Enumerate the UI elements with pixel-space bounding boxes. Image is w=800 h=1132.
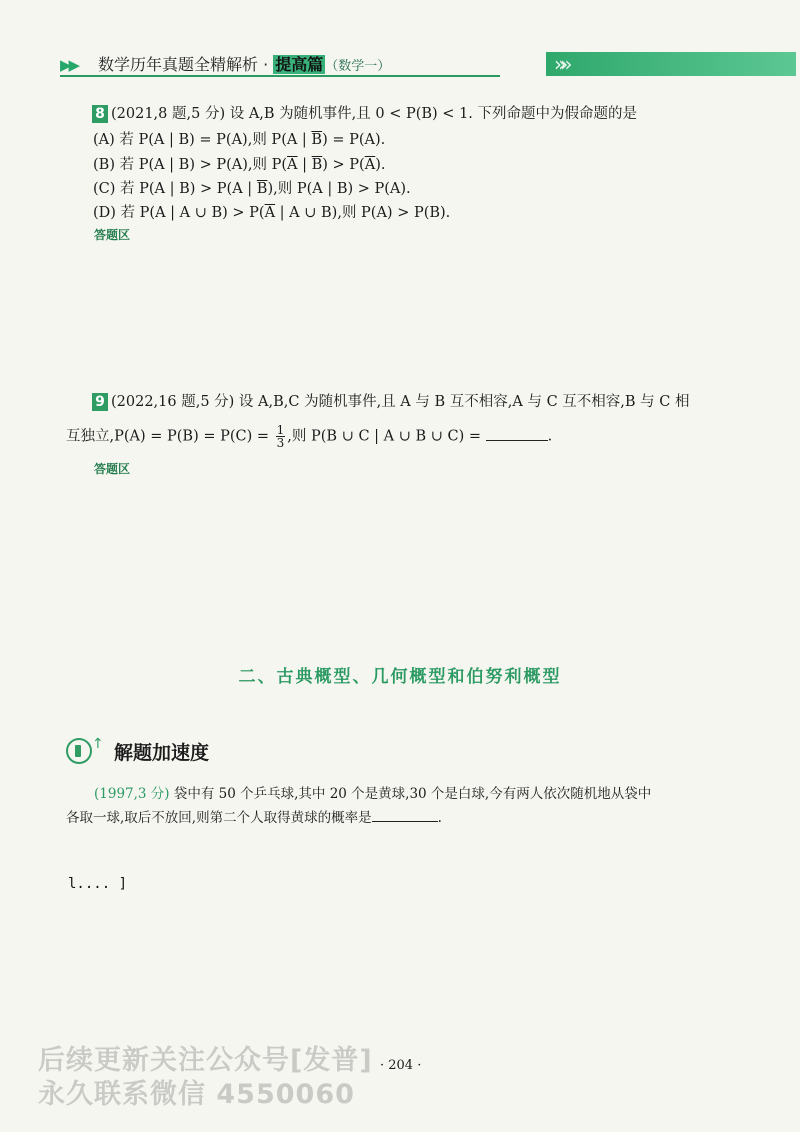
q8-answer-zone[interactable]: 答题区 — [94, 228, 131, 242]
q9-stem: 9 (2022,16 题,5 分) 设 A,B,C 为随机事件,且 A 与 B 互不相容,A 与 C 互不相容,B 与 C 相 — [92, 390, 689, 411]
chevron-icon: »» — [554, 52, 567, 76]
header-title — [98, 52, 390, 75]
header-rule — [60, 75, 500, 77]
book-title: 数学历年真题全精解析 · — [98, 55, 274, 74]
q10-line2: 各取一球,取后不放回,则第二个人取得黄球的概率是 . — [66, 810, 442, 826]
header-bar — [546, 52, 796, 76]
q9-answer-blank[interactable] — [486, 430, 548, 441]
speed-title: 解题加速度 — [114, 742, 210, 764]
q8-option-c: (C) 若 P(A | B) > P(A | $\overline{B}$),则 P(A | B) > P(A). — [93, 181, 411, 197]
watermark-line2: 永久联系微信 4550060 — [38, 1079, 355, 1110]
q9-number: 9 — [92, 393, 108, 411]
watermark-line1: 后续更新关注公众号[发普] — [38, 1045, 373, 1076]
q8-stem: 8 (2021,8 题,5 分) 设 A,B 为随机事件,且 0 < P(B) < 1. 下列命题中为假命题的是 — [92, 102, 637, 123]
arrow-up-icon: ↑ — [92, 736, 104, 752]
answer-marker: l.... ] — [68, 876, 128, 892]
q9-answer-zone[interactable]: 答题区 — [94, 462, 131, 476]
q10-source: (1997,3 分) — [94, 786, 170, 802]
fraction: $\frac{1}{3}$ — [276, 423, 285, 450]
page-number: · 204 · — [380, 1058, 422, 1073]
q9-line2: 互独立,P(A) = P(B) = P(C) = $\frac{1}{3}$ ,则 P(B ∪ C | A ∪ B ∪ C) = . — [66, 423, 553, 450]
q10-line1: (1997,3 分) 袋中有 50 个乒乓球,其中 20 个是黄球,30 个是白球,今有两人依次随机地从袋中 — [94, 786, 652, 802]
book-tag: 提高篇 — [275, 55, 324, 74]
section-title: 二、古典概型、几何概型和伯努利概型 — [238, 667, 562, 687]
page-header — [60, 50, 795, 78]
q8-option-a: (A) 若 P(A | B) = P(A),则 P(A | $\overline{B}) = P(A)$. — [93, 132, 386, 148]
book-subject: （数学一） — [325, 59, 391, 74]
q10-answer-blank[interactable] — [372, 811, 438, 822]
q8-option-b: (B) 若 P(A | B) > P(A),则 $P(\overline{A}$ | $\overline{B}) > P(\overline{A})$. — [93, 157, 386, 173]
battery-icon — [66, 738, 92, 764]
q8-number: 8 — [92, 105, 108, 123]
q8-option-d: (D) 若 P(A | A ∪ $B) > P(\overline{A}$ | A ∪ B),则 P(A) > P(B). — [93, 205, 451, 221]
header-arrows-icon: ▶▶ — [60, 56, 78, 74]
